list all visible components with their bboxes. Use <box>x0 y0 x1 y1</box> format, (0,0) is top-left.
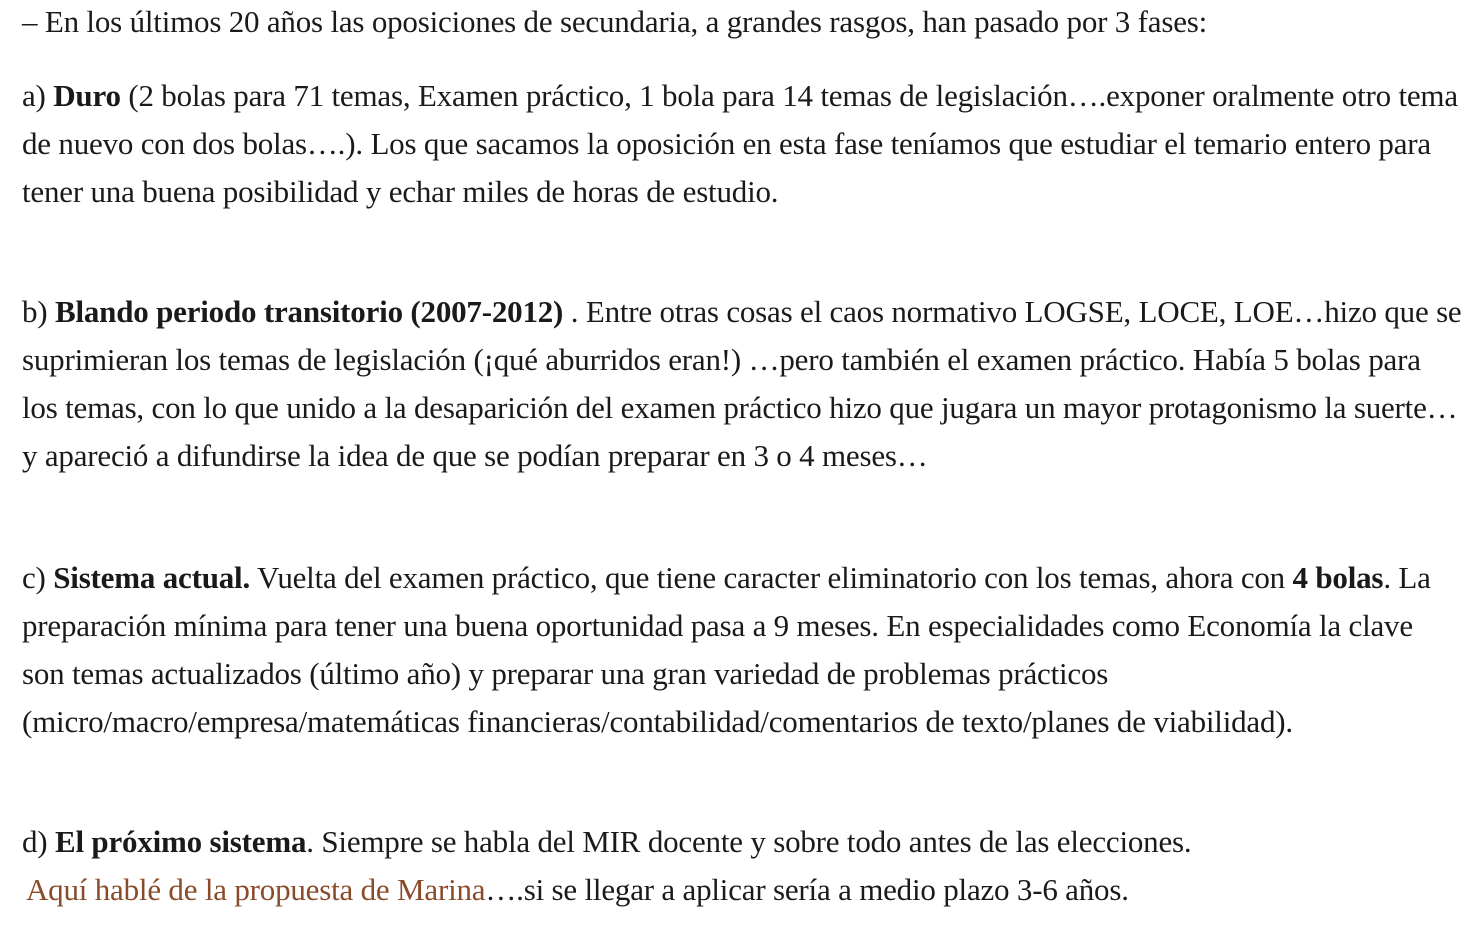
phase-b-prefix: b) <box>22 294 55 329</box>
phase-a-title: Duro <box>53 78 121 113</box>
phase-d-title: El próximo sistema <box>54 824 307 859</box>
phase-c-emphasis: 4 bolas <box>1292 560 1384 595</box>
phase-c-text-1: Vuelta del examen práctico, que tiene caracter eliminatorio con los temas, ahora con <box>250 560 1293 595</box>
marina-proposal-link[interactable]: Aquí hablé de la propuesta de Marina <box>26 872 486 907</box>
phase-c-prefix: c) <box>22 560 54 595</box>
phase-d-prefix: d) <box>22 824 55 859</box>
phase-c-text-2: . La preparación mínima para tener una buena oportunidad pasa a 9 meses. En especialidades como Economía la clave son temas actualizados (último año) y preparar una gran variedad de problemas prácticos (micro/macro/empresa/matemáticas financieras/contabilidad/comentarios de texto/planes de viabilidad). <box>22 560 1431 739</box>
phase-b-paragraph <box>22 288 1462 480</box>
phase-d-text-2: ….si se llegar a aplicar sería a medio plazo 3-6 años. <box>485 872 1129 907</box>
phase-d-text-1: . Siempre se habla del MIR docente y sobre todo antes de las elecciones. <box>306 824 1192 859</box>
phase-d-paragraph <box>22 818 1462 914</box>
phase-b-title: Blando periodo transitorio (2007-2012) <box>54 294 564 329</box>
phase-a-prefix: a) <box>22 78 54 113</box>
phase-a-paragraph <box>22 72 1462 216</box>
phase-b-text: . Entre otras cosas el caos normativo LOGSE, LOCE, LOE…hizo que se suprimieran los temas de legislación (¡qué aburridos eran!) …pero también el examen práctico. Había 5 bolas para los temas, con lo que unido a la desaparición del examen práctico hizo que jugara un mayor protagonismo la suerte…y apareció a difundirse la idea de que se podían preparar en 3 o 4 meses… <box>22 294 1462 473</box>
phase-c-title: Sistema actual. <box>53 560 250 595</box>
phase-c-paragraph <box>22 554 1462 746</box>
phase-a-text: (2 bolas para 71 temas, Examen práctico, 1 bola para 14 temas de legislación….exponer oralmente otro tema de nuevo con dos bolas….). Los que sacamos la oposición en esta fase teníamos que estudiar el temario entero para tener una buena posibilidad y echar miles de horas de estudio. <box>22 78 1458 209</box>
intro-paragraph: – En los últimos 20 años las oposiciones de secundaria, a grandes rasgos, han pasado por 3 fases: <box>22 4 1208 39</box>
